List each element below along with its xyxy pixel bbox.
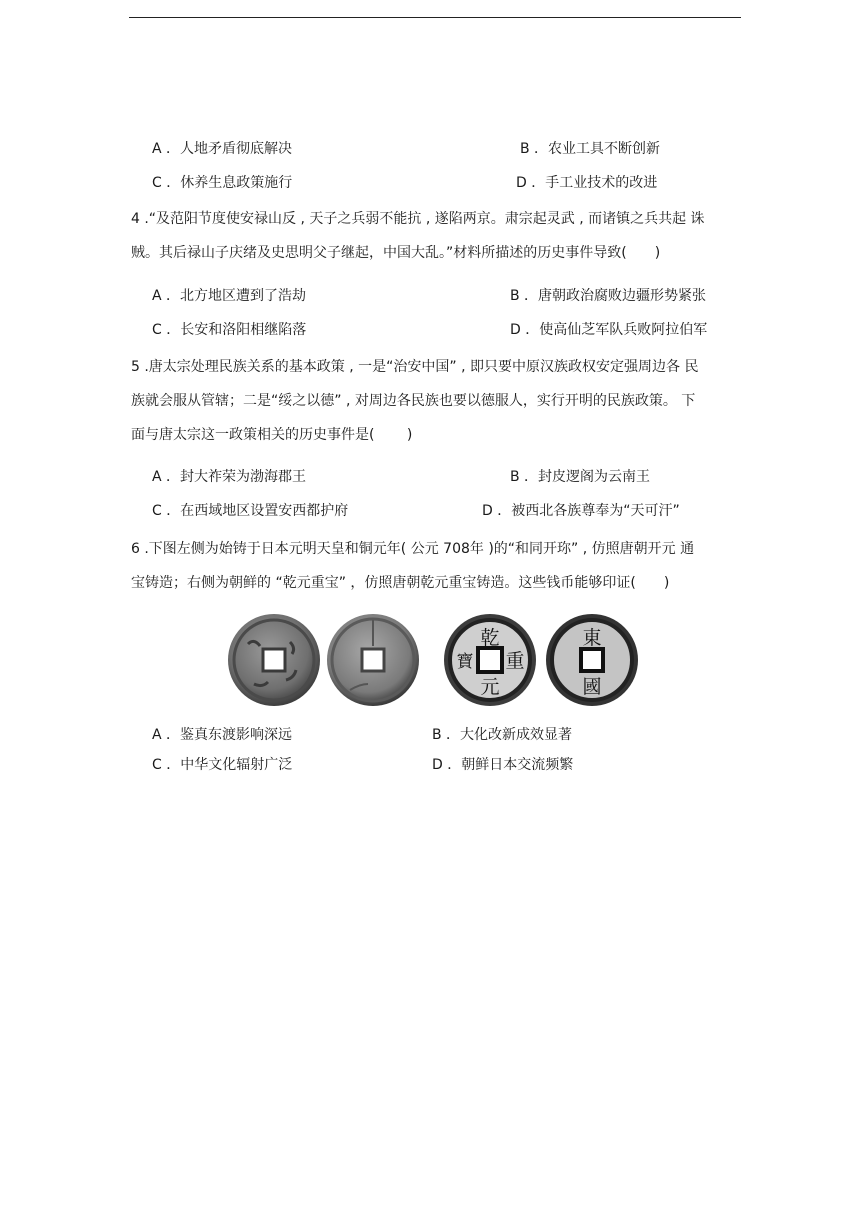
q4-stem-line2: 贼。其后禄山子庆绪及史思明父子继起，中国大乱。”材料所描述的历史事件导致( ) xyxy=(131,245,661,261)
q4-option-d[interactable]: D ．使高仙芝军队兵败阿拉伯军 xyxy=(510,322,708,338)
q6-option-b[interactable]: B ．大化改新成效显著 xyxy=(432,727,573,743)
header-rule xyxy=(129,17,741,18)
q3-option-c[interactable]: C ．休养生息政策施行 xyxy=(152,175,293,191)
q6-option-c[interactable]: C ．中华文化辐射广泛 xyxy=(152,757,293,773)
coin-wadokaichin-2 xyxy=(327,614,419,706)
q4-option-a[interactable]: A ．北方地区遭到了浩劫 xyxy=(152,288,307,304)
coins-image xyxy=(224,614,640,706)
q3-option-d[interactable]: D ．手工业技术的改进 xyxy=(516,175,658,191)
coin3-char-right: 重 xyxy=(505,650,525,672)
coin3-char-top: 乾 xyxy=(480,627,500,649)
q5-option-a[interactable]: A ．封大祚荣为渤海郡王 xyxy=(152,469,307,485)
q4-option-c[interactable]: C ．长安和洛阳相继陷落 xyxy=(152,322,307,338)
q4-stem-line1: 4 .“及范阳节度使安禄山反 , 天子之兵弱不能抗 , 遂陷两京。肃宗起灵武 , 而诸镇之兵共起 诛 xyxy=(131,211,705,227)
q5-stem-line2: 族就会服从管辖；二是“绥之以德” , 对周边各民族也要以德服人，实行开明的民族政策。 下 xyxy=(131,393,696,409)
q6-stem-line1: 6 .下图左侧为始铸于日本元明天皇和铜元年( 公元 708年 )的“和同开珎” , 仿照唐朝开元 通 xyxy=(131,541,695,557)
q6-option-a[interactable]: A ．鉴真东渡影响深远 xyxy=(152,727,293,743)
q6-stem-line2: 宝铸造；右侧为朝鲜的 “乾元重宝” ，仿照唐朝乾元重宝铸造。这些钱币能够印证( ) xyxy=(131,575,670,591)
q5-option-d[interactable]: D ．被西北各族尊奉为“天可汗” xyxy=(482,503,680,519)
coin-dongguk xyxy=(546,614,638,706)
coin-geonwon-jungbo xyxy=(444,614,536,706)
coin3-char-bottom: 元 xyxy=(480,676,500,698)
coin-wadokaichin-1 xyxy=(228,614,320,706)
q3-option-a[interactable]: A ．人地矛盾彻底解决 xyxy=(152,141,293,157)
q5-option-b[interactable]: B ．封皮逻阁为云南王 xyxy=(510,469,651,485)
coin4-char-top: 東 xyxy=(582,627,602,649)
coin4-char-bottom: 國 xyxy=(582,676,602,698)
q3-option-b[interactable]: B ．农业工具不断创新 xyxy=(520,141,661,157)
q5-stem-line3: 面与唐太宗这一政策相关的历史事件是( ) xyxy=(131,427,413,443)
q4-option-b[interactable]: B ．唐朝政治腐败边疆形势紧张 xyxy=(510,288,707,304)
coin3-char-left: 寶 xyxy=(456,652,474,672)
q5-option-c[interactable]: C ．在西域地区设置安西都护府 xyxy=(152,503,349,519)
q5-stem-line1: 5 .唐太宗处理民族关系的基本政策 , 一是“治安中国” , 即只要中原汉族政权安定强周边各 民 xyxy=(131,359,699,375)
q6-option-d[interactable]: D ．朝鲜日本交流频繁 xyxy=(432,757,574,773)
